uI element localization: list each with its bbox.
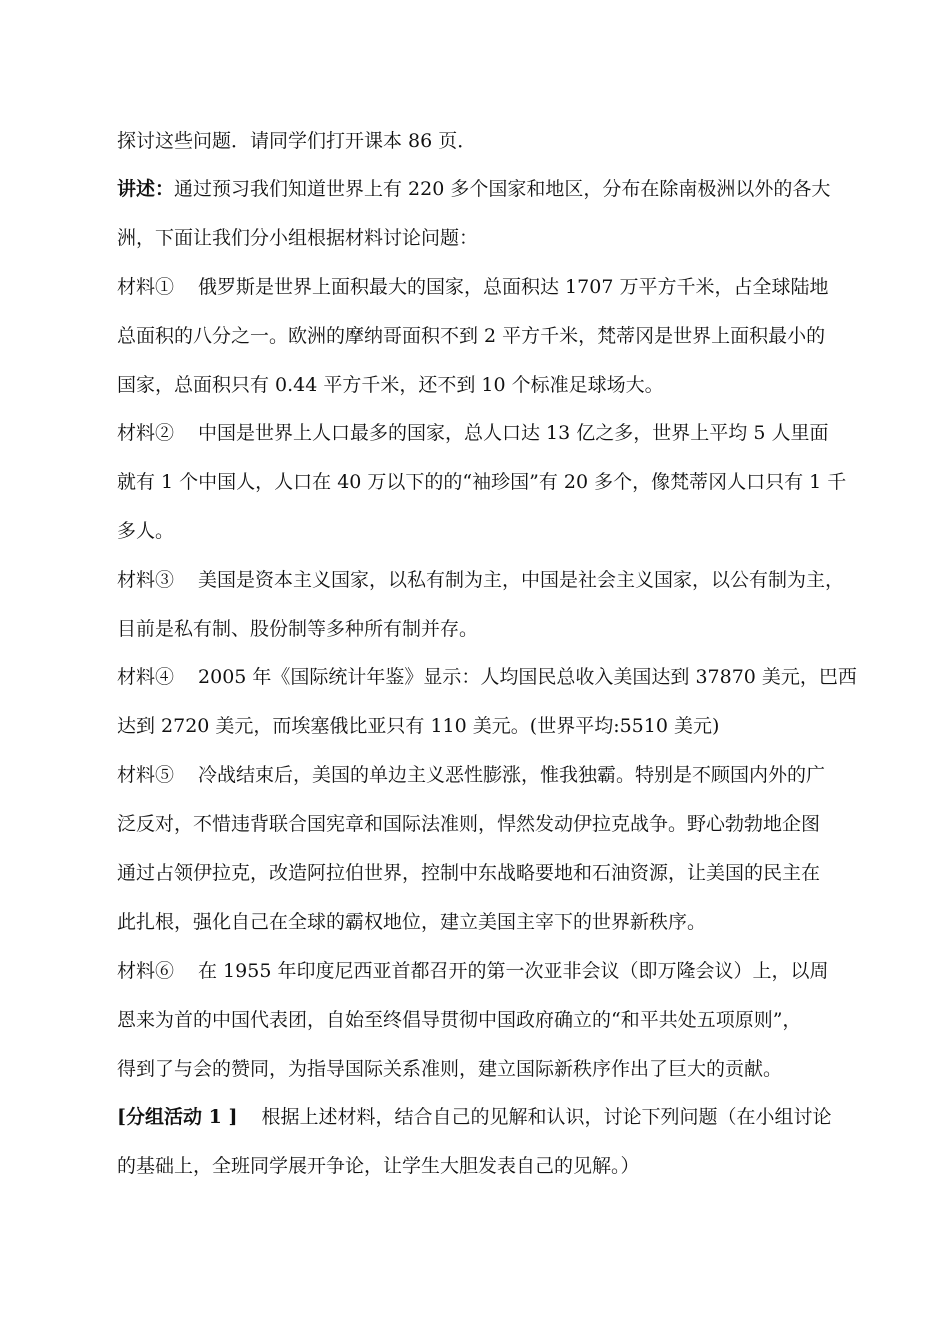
material-6-line-3: 得到了与会的赞同，为指导国际关系准则，建立国际新秩序作出了巨大的贡献。 <box>117 1058 783 1080</box>
narration-text: 通过预习我们知道世界上有 220 多个国家和地区，分布在除南极洲以外的各大 <box>174 178 831 200</box>
material-2-text: 中国是世界上人口最多的国家，总人口达 13 亿之多，世界上平均 5 人里面 <box>198 422 829 444</box>
material-5-line-4: 此扎根，强化自己在全球的霸权地位，建立美国主宰下的世界新秩序。 <box>117 911 707 933</box>
material-6-line-1 <box>117 959 828 983</box>
material-2-line-1 <box>117 421 828 445</box>
material-6-text: 在 1955 年印度尼西亚首都召开的第一次亚非会议（即万隆会议）上，以周 <box>198 960 829 982</box>
narration-label: 讲述： <box>117 178 175 200</box>
material-2-line-2: 就有 1 个中国人，人口在 40 万以下的的“袖珍国”有 20 多个，像梵蒂冈人口只有 1 千 <box>117 471 847 493</box>
narration-line-2: 洲，下面让我们分小组根据材料讨论问题： <box>117 227 479 249</box>
material-5-label: 材料⑤ <box>117 764 175 786</box>
material-1-line-1 <box>117 275 828 299</box>
activity-text: 根据上述材料，结合自己的见解和认识，讨论下列问题（在小组讨论 <box>261 1106 832 1128</box>
material-4-label: 材料④ <box>117 666 175 688</box>
material-5-line-1 <box>117 763 825 787</box>
material-6-label: 材料⑥ <box>117 960 175 982</box>
material-5-line-2: 泛反对，不惜违背联合国宪章和国际法准则，悍然发动伊拉克战争。野心勃勃地企图 <box>117 813 821 835</box>
material-3-line-2: 目前是私有制、股份制等多种所有制并存。 <box>117 618 479 640</box>
material-2-line-3: 多人。 <box>117 520 175 542</box>
material-5-text: 冷战结束后，美国的单边主义恶性膨涨，惟我独霸。特别是不顾国内外的广 <box>198 764 826 786</box>
material-4-text: 2005 年《国际统计年鉴》显示：人均国民总收入美国达到 37870 美元，巴西 <box>198 666 857 688</box>
material-1-line-2: 总面积的八分之一。欧洲的摩纳哥面积不到 2 平方千米，梵蒂冈是世界上面积最小的 <box>117 325 826 347</box>
material-2-label: 材料② <box>117 422 175 444</box>
material-6-line-2: 恩来为首的中国代表团，自始至终倡导贯彻中国政府确立的“和平共处五项原则”， <box>117 1009 802 1031</box>
intro-text: 探讨这些问题．请同学们打开课本 86 页． <box>117 130 477 152</box>
material-1-label: 材料① <box>117 276 175 298</box>
material-4-line-2: 达到 2720 美元，而埃塞俄比亚只有 110 美元。(世界平均:5510 美元) <box>117 715 720 737</box>
material-4-line-1 <box>117 665 857 689</box>
narration-line-1 <box>117 177 830 201</box>
activity-line-2: 的基础上，全班同学展开争论，让学生大胆发表自己的见解。） <box>117 1155 640 1177</box>
activity-label: [分组活动 1 ] <box>117 1106 238 1128</box>
material-5-line-3: 通过占领伊拉克，改造阿拉伯世界，控制中东战略要地和石油资源，让美国的民主在 <box>117 862 821 884</box>
material-1-line-3: 国家，总面积只有 0.44 平方千米，还不到 10 个标准足球场大。 <box>117 374 664 396</box>
material-3-label: 材料③ <box>117 569 175 591</box>
material-3-line-1 <box>117 568 844 592</box>
material-1-text: 俄罗斯是世界上面积最大的国家，总面积达 1707 万平方千米，占全球陆地 <box>198 276 829 298</box>
material-3-text: 美国是资本主义国家，以私有制为主，中国是社会主义国家，以公有制为主， <box>198 569 845 591</box>
activity-line-1 <box>117 1105 831 1129</box>
